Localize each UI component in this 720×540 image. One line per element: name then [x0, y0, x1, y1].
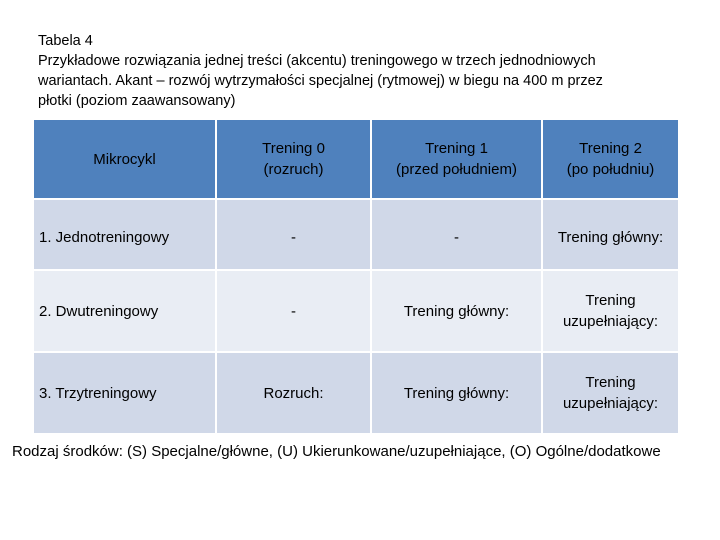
header-label: Trening 1 — [425, 140, 488, 157]
caption-label: Tabela 4 — [38, 33, 93, 49]
cell-text: Trening — [585, 292, 636, 309]
row-label-cell: 2. Dwutreningowy — [33, 270, 216, 352]
header-sublabel: (przed południem) — [396, 161, 517, 178]
cell-trening-2: Trening główny: — [542, 199, 679, 270]
caption-line: płotki (poziom zaawansowany) — [38, 93, 236, 109]
cell-trening-1: Trening główny: — [371, 270, 542, 352]
row-label-cell: 3. Trzytreningowy — [33, 352, 216, 434]
header-cell-mikrocykl — [33, 119, 216, 199]
header-sublabel: (po południu) — [566, 161, 655, 178]
table-row — [33, 199, 679, 270]
cell-trening-0: - — [216, 270, 371, 352]
cell-text: uzupełniający: — [562, 313, 659, 330]
caption-line: wariantach. Akant – rozwój wytrzymałości specjalnej (rytmowej) w biegu na 400 m przez — [38, 73, 603, 89]
cell-trening-2 — [542, 352, 679, 434]
cell-trening-1: Trening główny: — [371, 352, 542, 434]
row-label-cell: 1. Jednotreningowy — [33, 199, 216, 270]
header-label: Trening 0 — [262, 140, 325, 157]
caption-line: Przykładowe rozwiązania jednej treści (akcentu) treningowego w trzech jednodniowych — [38, 53, 596, 69]
footer-note: Rodzaj środków: (S) Specjalne/główne, (U) Ukierunkowane/uzupełniające, (O) Ogólne/dodatkowe — [12, 443, 661, 460]
header-cell-trening-0 — [216, 119, 371, 199]
cell-trening-2 — [542, 270, 679, 352]
header-cell-trening-1 — [371, 119, 542, 199]
table-row — [33, 352, 679, 434]
header-label: Mikrocykl — [93, 150, 156, 168]
cell-trening-0: - — [216, 199, 371, 270]
table-header-row — [33, 119, 679, 199]
cell-trening-1: - — [371, 199, 542, 270]
cell-trening-0: Rozruch: — [216, 352, 371, 434]
header-cell-trening-2 — [542, 119, 679, 199]
header-label: Trening 2 — [579, 140, 642, 157]
table-caption — [38, 31, 698, 111]
cell-text: Trening — [585, 374, 636, 391]
cell-text: uzupełniający: — [562, 395, 659, 412]
header-sublabel: (rozruch) — [263, 161, 324, 178]
training-table — [32, 118, 680, 435]
table-row — [33, 270, 679, 352]
